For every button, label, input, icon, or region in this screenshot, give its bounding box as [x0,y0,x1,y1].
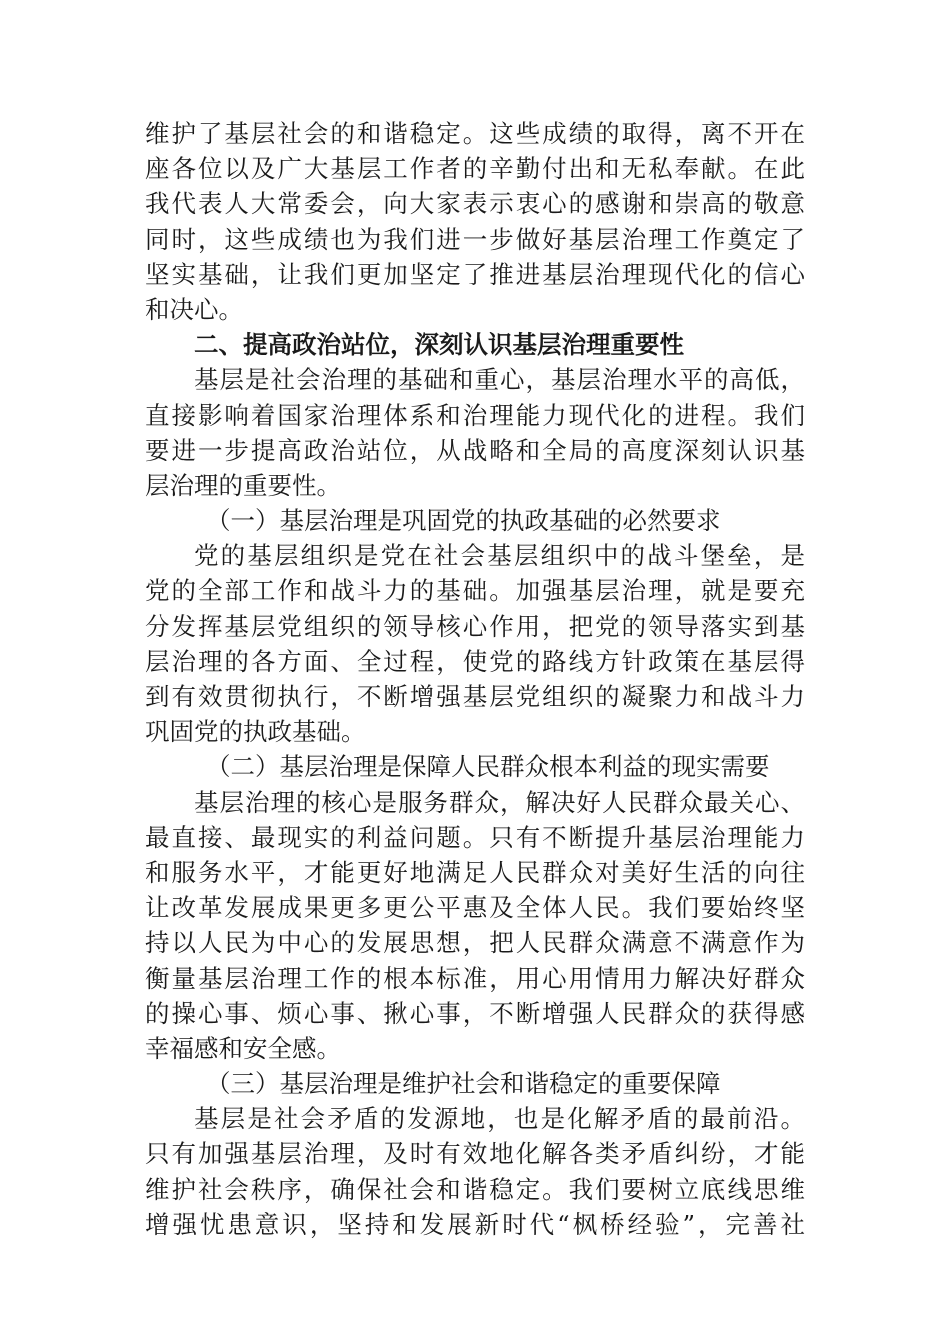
body-line: 坚实基础，让我们更加坚定了推进基层治理现代化的信心 [145,259,805,289]
body-line: 直接影响着国家治理体系和治理能力现代化的进程。我们 [145,400,805,430]
body-line: 巩固党的执政基础。 [145,717,366,747]
paragraph-first-line: 基层是社会治理的基础和重心，基层治理水平的高低， [194,365,805,395]
subsection-heading: （一）基层治理是巩固党的执政基础的必然要求 [206,506,721,536]
body-line: 层治理的重要性。 [145,470,341,500]
body-line: 持以人民为中心的发展思想，把人民群众满意不满意作为 [145,928,805,958]
text-body [145,116,805,1242]
body-line: 和服务水平，才能更好地满足人民群众对美好生活的向往 [145,857,805,887]
body-line: 维护社会秩序，确保社会和谐稳定。我们要树立底线思维 [145,1174,805,1204]
body-line: 同时，这些成绩也为我们进一步做好基层治理工作奠定了 [145,224,805,254]
body-line: 要进一步提高政治站位，从战略和全局的高度深刻认识基 [145,435,805,465]
body-line: 衡量基层治理工作的根本标准，用心用情用力解决好群众 [145,963,805,993]
paragraph-first-line: 基层是社会矛盾的发源地，也是化解矛盾的最前沿。 [194,1104,805,1134]
body-line: 层治理的各方面、全过程，使党的路线方针政策在基层得 [145,646,805,676]
body-line: 让改革发展成果更多更公平惠及全体人民。我们要始终坚 [145,893,805,923]
body-line: 增强忧患意识，坚持和发展新时代“枫桥经验”，完善社 [145,1209,805,1239]
body-line: 和决心。 [145,294,243,324]
subsection-heading: （二）基层治理是保障人民群众根本利益的现实需要 [206,752,770,782]
body-line: 到有效贯彻执行，不断增强基层党组织的凝聚力和战斗力 [145,682,805,711]
body-line: 分发挥基层党组织的领导核心作用，把党的领导落实到基 [145,611,805,641]
paragraph-first-line: 基层治理的核心是服务群众，解决好人民群众最关心、 [194,787,805,817]
subsection-heading: （三）基层治理是维护社会和谐稳定的重要保障 [206,1069,721,1099]
body-line: 的操心事、烦心事、揪心事，不断增强人民群众的获得感 [145,998,805,1028]
section-heading: 二、提高政治站位，深刻认识基层治理重要性 [194,330,684,360]
body-line: 最直接、最现实的利益问题。只有不断提升基层治理能力 [145,822,805,852]
body-line: 只有加强基层治理，及时有效地化解各类矛盾纠纷，才能 [145,1139,805,1169]
body-line: 维护了基层社会的和谐稳定。这些成绩的取得，离不开在 [145,119,805,148]
body-line: 幸福感和安全感。 [145,1033,341,1063]
document-page [145,116,805,1242]
body-line: 我代表人大常委会，向大家表示衷心的感谢和崇高的敬意 [145,189,805,219]
body-line: 党的全部工作和战斗力的基础。加强基层治理，就是要充 [145,576,805,606]
paragraph-first-line: 党的基层组织是党在社会基层组织中的战斗堡垒，是 [194,541,805,571]
body-line: 座各位以及广大基层工作者的辛勤付出和无私奉献。在此 [145,154,805,184]
